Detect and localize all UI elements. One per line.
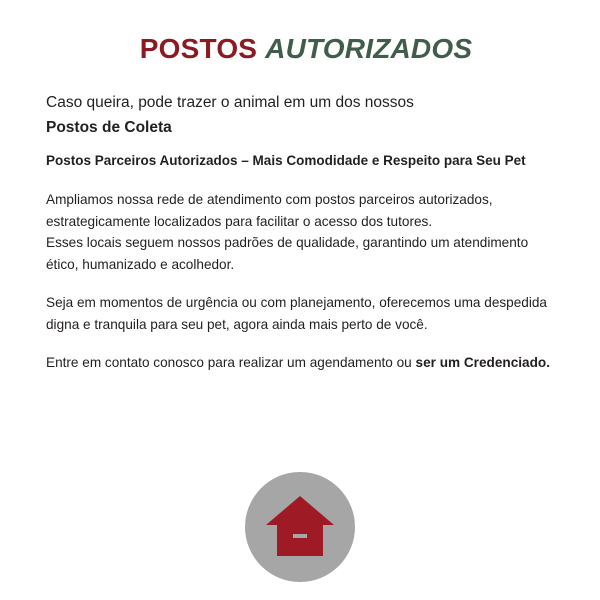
logo-circle	[245, 472, 355, 582]
logo-area	[0, 472, 600, 582]
paragraph-4-prefix: Entre em contato conosco para realizar um agendamento ou	[46, 355, 416, 371]
paragraph-4	[46, 352, 554, 373]
lead-line: Caso queira, pode trazer o animal em um dos nossos	[46, 93, 414, 111]
paragraph-3: Seja em momentos de urgência ou com planejamento, oferecemos uma despedida digna e tranquila para seu pet, agora ainda mais perto de você.	[46, 295, 547, 332]
document-body	[46, 91, 566, 374]
paragraph-1: Ampliamos nossa rede de atendimento com postos parceiros autorizados, estrategicamente localizados para facilitar o acesso dos tutores.	[46, 192, 493, 229]
section-subheading: Postos Parceiros Autorizados – Mais Comodidade e Respeito para Seu Pet	[46, 153, 526, 169]
page-title-primary: POSTOS	[139, 33, 266, 64]
page-title	[46, 34, 566, 65]
house-icon	[264, 494, 336, 560]
paragraph-4-emphasis: ser um Credenciado.	[415, 355, 550, 371]
page-title-secondary: AUTORIZADOS	[265, 33, 473, 64]
lead-bold-line: Postos de Coleta	[46, 119, 172, 137]
paragraph-2: Esses locais seguem nossos padrões de qualidade, garantindo um atendimento ético, humanizado e acolhedor.	[46, 235, 529, 272]
